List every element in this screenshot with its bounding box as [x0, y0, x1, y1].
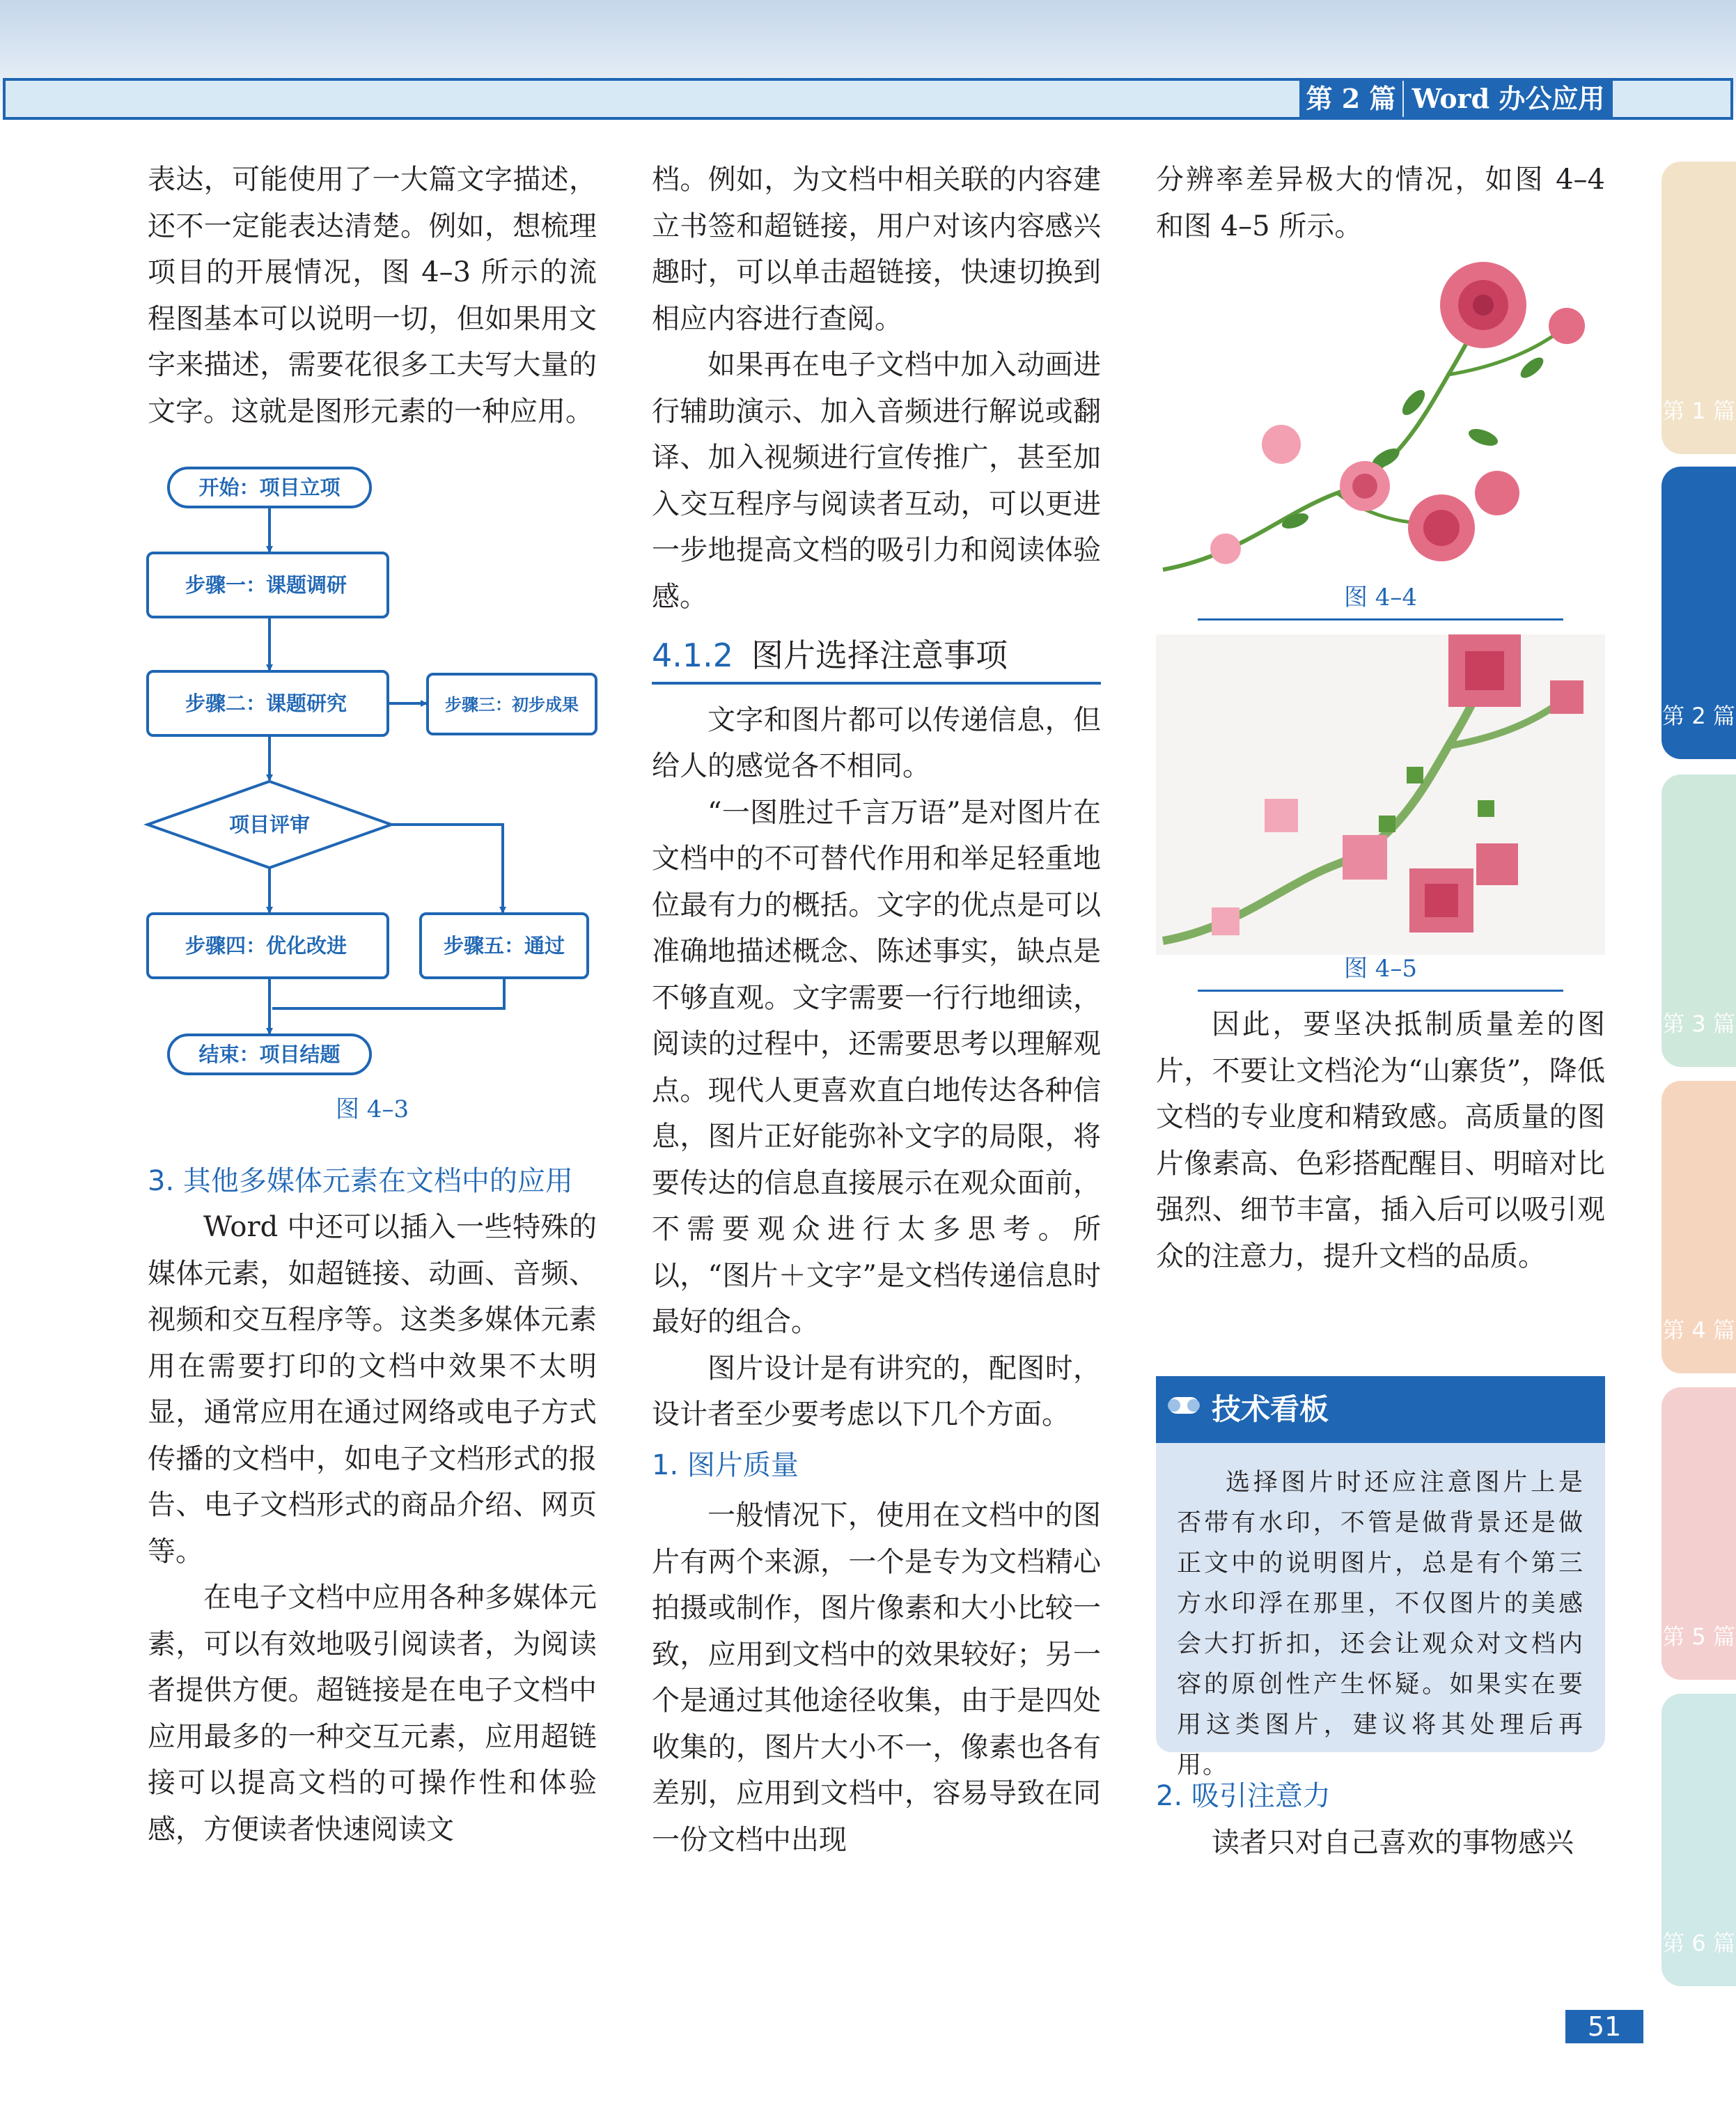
column-1 [148, 157, 597, 1852]
section-title: 图片选择注意事项 [751, 637, 1008, 674]
side-tab-part-4[interactable] [1661, 1081, 1736, 1373]
flowchart-figure-4-3 [148, 448, 597, 1117]
section-heading [652, 632, 1101, 685]
flow-step-5-label: 步骤五：通过 [443, 934, 565, 958]
pixelated-rose-figure-4-5 [1156, 634, 1605, 955]
side-tab-part-6[interactable] [1661, 1694, 1736, 1986]
paragraph: 分辨率差异极大的情况，如图 4–4 和图 4–5 所示。 [1156, 164, 1605, 242]
subsection-heading: 2. 吸引注意力 [1156, 1780, 1331, 1812]
paragraph: 文字和图片都可以传递信息，但给人的感觉各不相同。 [652, 703, 1101, 782]
tech-note-header [1156, 1376, 1605, 1443]
column-2 [652, 157, 1101, 1863]
paragraph: 表达，可能使用了一大篇文字描述，还不一定能表达清楚。例如，想梳理项目的开展情况，图 4–3 所示的流程图基本可以说明一切，但如果用文字来描述，需要花很多工夫写大量的文字。这就是图形元素的一种应用。 [148, 164, 597, 428]
side-tab-label: 第 4 篇 [1662, 1317, 1735, 1343]
header-title: Word 办公应用 [1404, 78, 1613, 120]
side-tab-part-3[interactable] [1661, 774, 1736, 1067]
flow-start-label: 开始：项目立项 [198, 476, 341, 499]
side-tab-label: 第 3 篇 [1662, 1011, 1735, 1037]
header-part: 第 2 篇 [1299, 78, 1402, 120]
scroll-icon [1156, 1376, 1212, 1443]
subsection-heading: 3. 其他多媒体元素在文档中的应用 [148, 1164, 573, 1197]
flow-review-label: 项目评审 [228, 813, 311, 836]
section-number: 4.1.2 [652, 637, 734, 674]
tech-note-title: 技术看板 [1212, 1392, 1329, 1426]
side-tab-label: 第 5 篇 [1662, 1623, 1735, 1650]
tech-note-body: 选择图片时还应注意图片上是否带有水印，不管是做背景还是做正文中的说明图片，总是有个第三方水印浮在那里，不仅图片的美感会大打折扣，还会让观众对文档内容的原创性产生怀疑。如果实在要用这类图片，建议将其处理后再用。 [1177, 1469, 1584, 1779]
paragraph: 读者只对自己喜欢的事物感兴 [1212, 1826, 1574, 1859]
paragraph: Word 中还可以插入一些特殊的媒体元素，如超链接、动画、音频、视频和交互程序等。这类多媒体元素用在需要打印的文档中效果不太明显，通常应用在通过网络或电子方式传播的文档中，如电子文档形式的报告、电子文档形式的商品介绍、网页等。 [148, 1211, 597, 1568]
paragraph: 档。例如，为文档中相关联的内容建立书签和超链接，用户对该内容感兴趣时，可以单击超链接，快速切换到相应内容进行查阅。 [652, 164, 1101, 335]
side-tab-label: 第 2 篇 [1662, 703, 1735, 729]
flow-step-1-label: 步骤一：课题调研 [185, 573, 347, 597]
side-tab-part-5[interactable] [1661, 1387, 1736, 1680]
paragraph: 在电子文档中应用各种多媒体元素，可以有效地吸引阅读者，为阅读者提供方便。超链接是在电子文档中应用最多的一种交互元素，应用超链接可以提高文档的可操作性和体验感，方便读者快速阅读文 [148, 1582, 597, 1846]
side-tab-label: 第 6 篇 [1662, 1930, 1735, 1956]
flow-step-2-label: 步骤二：课题研究 [185, 692, 347, 715]
tech-note-box [1156, 1376, 1605, 1779]
column-3-bottom [1156, 1773, 1605, 1866]
figure-caption: 图 4–4 [1198, 577, 1563, 621]
paragraph: 一般情况下，使用在文档中的图片有两个来源，一个是专为文档精心拍摄或制作，图片像素和大小比较一致，应用到文档中的效果较好；另一个是通过其他途径收集，由于是四处收集的，图片大小不一，像素也各有差别，应用到文档中，容易导致在同一份文档中出现 [652, 1499, 1101, 1856]
side-tab-label: 第 1 篇 [1662, 398, 1735, 424]
subsection-heading: 1. 图片质量 [652, 1449, 799, 1481]
paragraph: 因此，要坚决抵制质量差的图片，不要让文档沦为“山寨货”，降低文档的专业度和精致感。高质量的图片像素高、色彩搭配醒目、明暗对比强烈、细节丰富，插入后可以吸引观众的注意力，提升文档的品质。 [1156, 1008, 1605, 1272]
paragraph: 图片设计是有讲究的，配图时，设计者至少要考虑以下几个方面。 [652, 1352, 1101, 1430]
rose-illustration-figure-4-4 [1156, 263, 1605, 584]
page-number: 51 [1565, 2010, 1643, 2043]
figure-caption: 图 4–3 [336, 1095, 409, 1123]
paragraph: “一图胜过千言万语”是对图片在文档中的不可替代作用和举足轻重地位最有力的概括。文字的优点是可以准确地描述概念、陈述事实，缺点是不够直观。文字需要一行行地细读，阅读的过程中，还需要思考以理解观点。现代人更喜欢直白地传达各种信息，图片正好能弥补文字的局限，将要传达的信息直接展示在观众面前，不需要观众进行太多思考。所以，“图片＋文字”是文档传递信息时最好的组合。 [652, 796, 1101, 1338]
flow-step-4-label: 步骤四：优化改进 [185, 934, 347, 958]
side-tab-part-1[interactable] [1661, 162, 1736, 454]
column-3 [1156, 157, 1605, 1279]
paragraph: 如果再在电子文档中加入动画进行辅助演示、加入音频进行解说或翻译、加入视频进行宣传推广，甚至加入交互程序与阅读者互动，可以更进一步地提高文档的吸引力和阅读体验感。 [652, 349, 1101, 613]
flow-end-label: 结束：项目结题 [198, 1043, 341, 1066]
flow-step-3-label: 步骤三：初步成果 [445, 695, 579, 715]
figure-caption: 图 4–5 [1198, 948, 1563, 992]
side-tab-part-2[interactable] [1661, 467, 1736, 759]
